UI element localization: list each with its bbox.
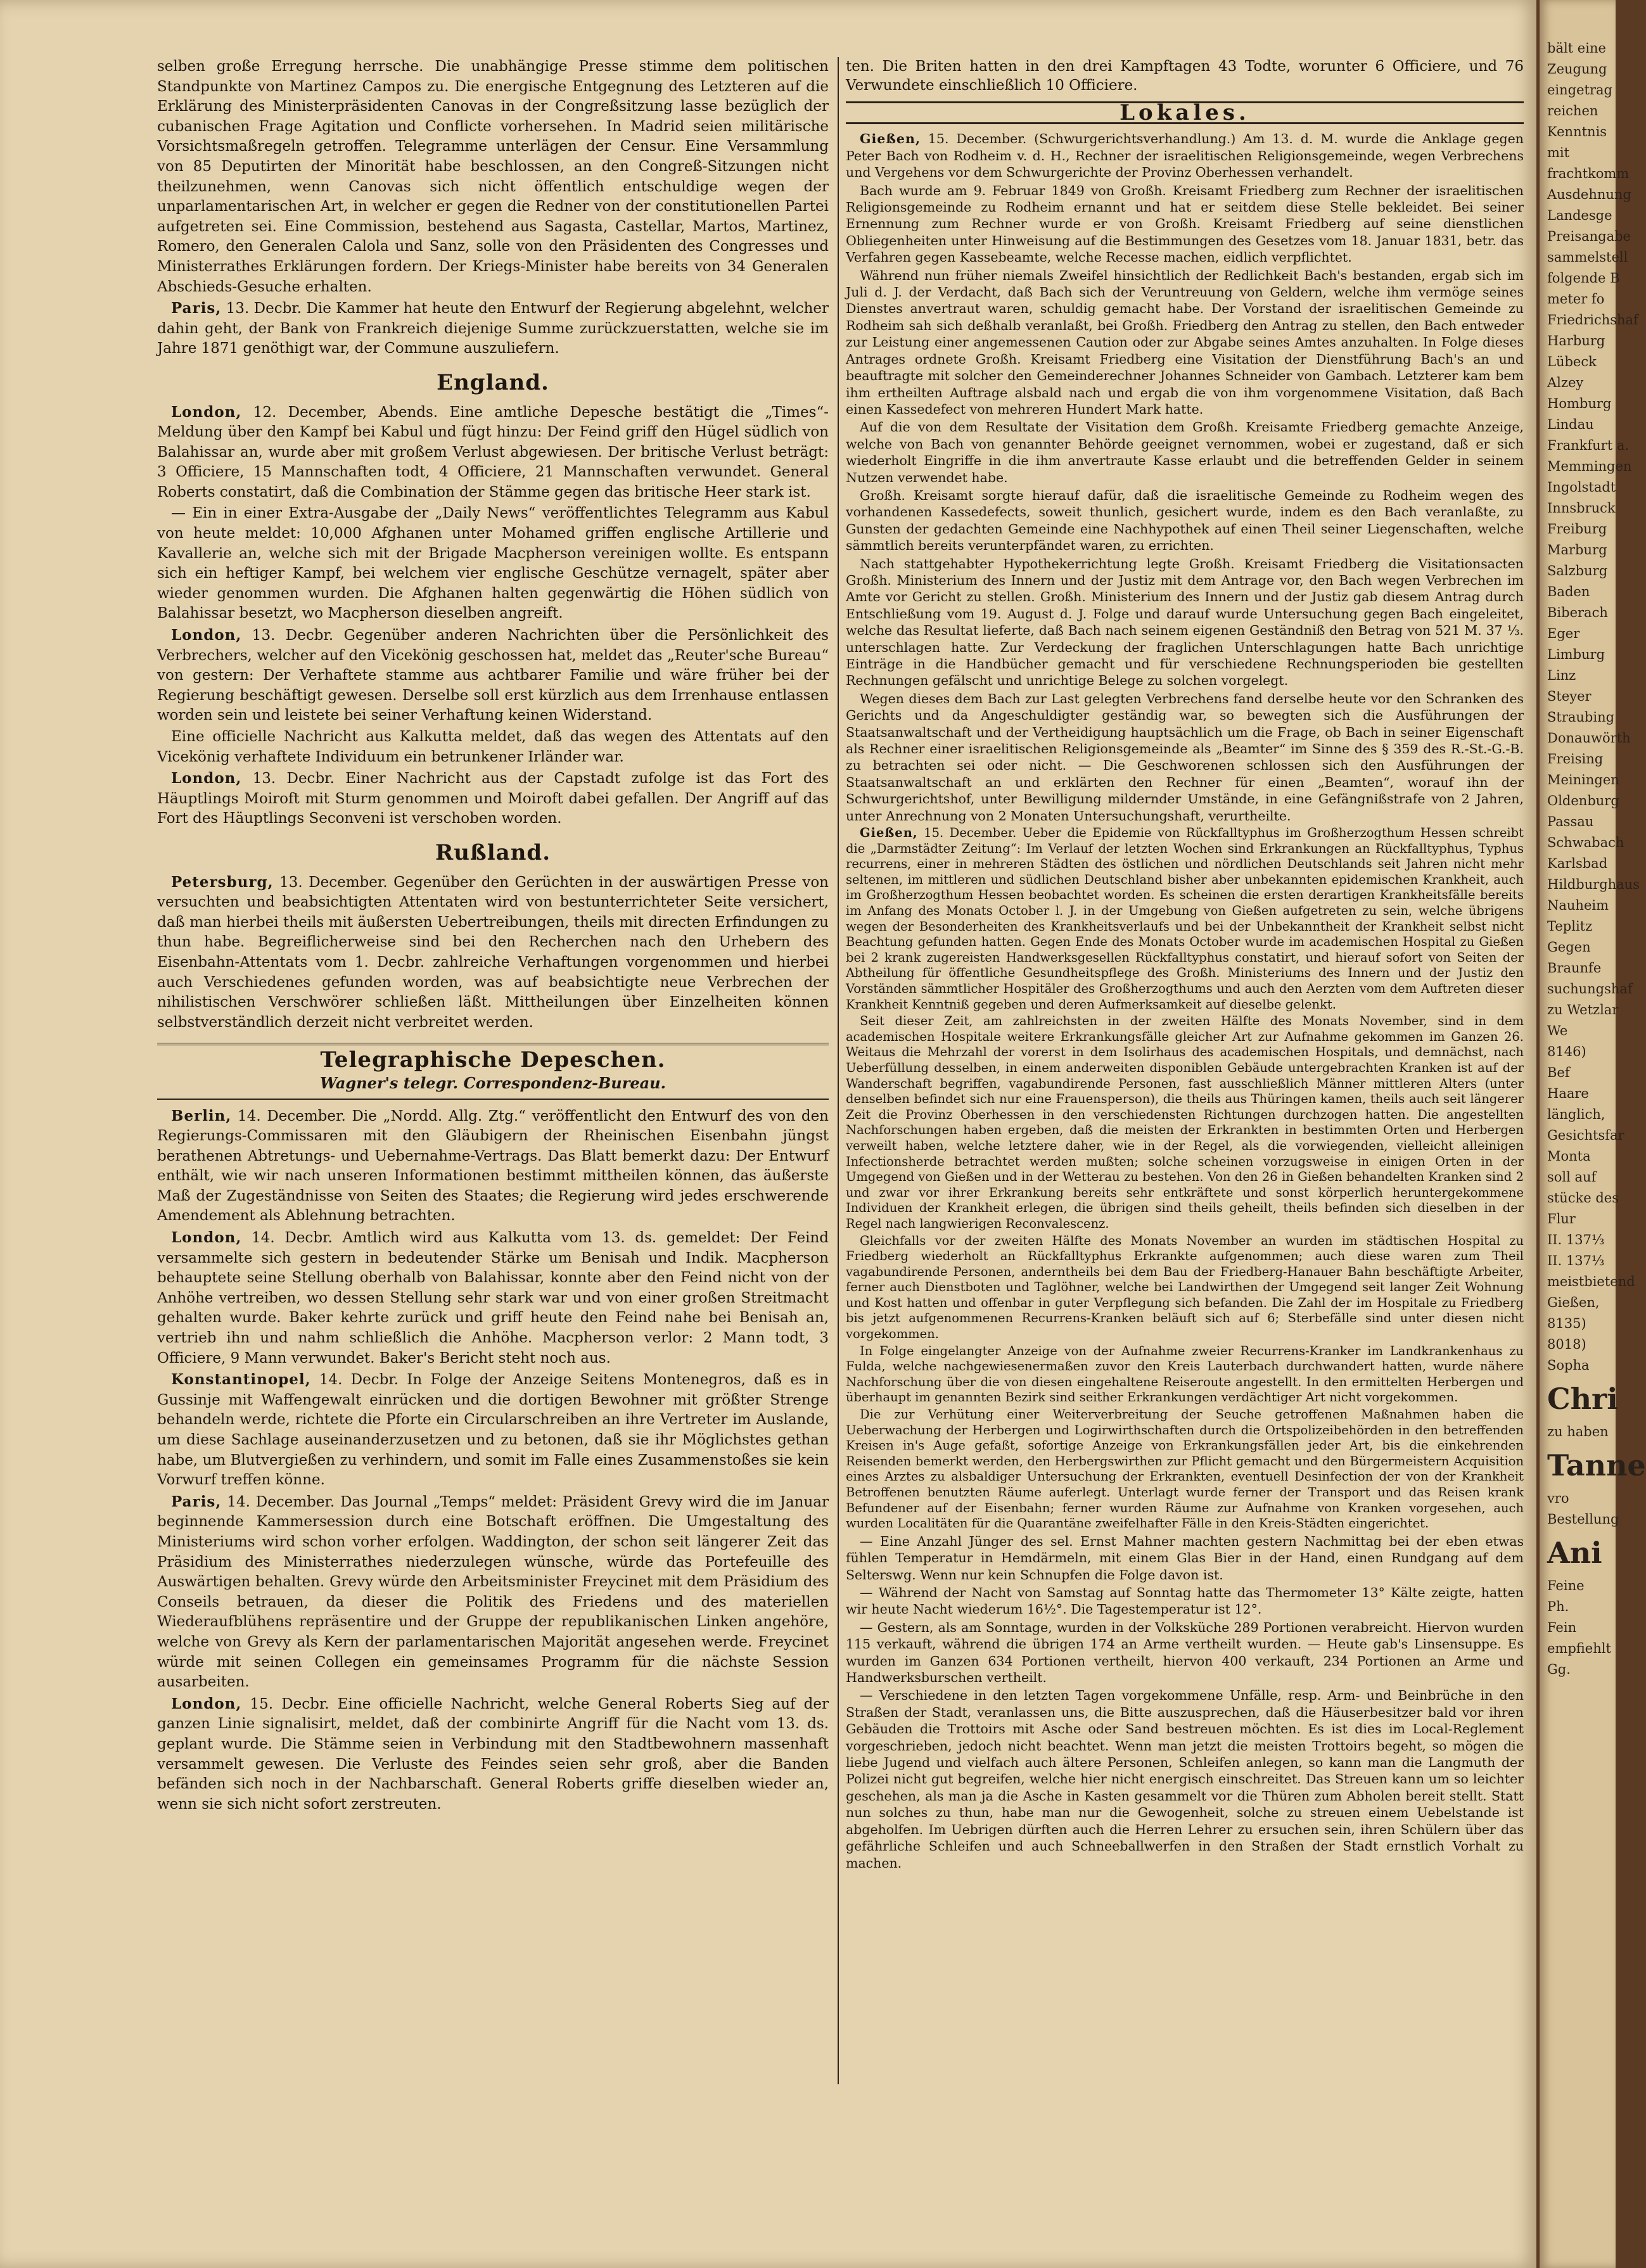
paragraph: Bach wurde am 9. Februar 1849 von Großh. Kreisamt Friedberg zum Rechner der israelitischen Religionsgemeinde zu Rodheim ernannt und hat er seitdem diese Stelle bekleidet. Bei seiner Ernennung zum Rechner wurde er von Großh. Kreisamt Friedberg auf seine dienstlichen Obliegenheiten unter Hinweisung auf die Bestimmungen des Gesetzes vom 18. Januar 1831, betr. das Verfahren gegen Kassebeamte, welche Recesse machen, eidlich verpflichtet. [846,182,1524,265]
adjacent-page-fragment: Ph. [1547,1599,1569,1614]
adjacent-page-fragment: Fein [1547,1620,1577,1635]
adjacent-page-edge [1540,0,1646,2268]
article-text: 15. December. (Schwurgerichtsverhandlung.) Am 13. d. M. wurde die Anklage gegen Peter Bach von Rodheim v. d. H., Rechner der israelitischen Religionsgemeinde, wegen Verbrechens und Vergehens vor dem Schwurgerichte der Provinz Oberhessen verhandelt. [846,131,1524,181]
adjacent-page-fragment: Meiningen [1547,772,1619,787]
adjacent-page-fragment: Baden [1547,584,1590,599]
section-title-russland: Rußland. [435,839,551,865]
adjacent-page-fragment: Gg. [1547,1662,1571,1677]
article-text: 13. Decbr. Einer Nachricht aus der Capstadt zufolge ist das Fort des Häuptlings Moiroft mit Sturm genommen und Moiroft dabei gefallen. Der Angriff auf das Fort des Häuptlings Seconveni ist verschoben worden. [157,770,829,827]
section-subtitle: Wagner's telegr. Correspondenz-Bureau. [320,1073,666,1092]
adjacent-page-fragment: Linz [1547,668,1576,683]
article-text: 14. December. Die „Nordd. Allg. Ztg.“ veröffentlicht den Entwurf des von den Regierungs-Commissaren mit den Gläubigern der Rheinischen Eisenbahn jüngst berathenen Abtretungs- und Uebernahme-Vertrags. Das Blatt bemerkt dazu: Der Entwurf enthält, wie wir nach unseren Informationen bestimmt mittheilen können, das äußerste Maß der Zugeständnisse von Seiten des Staates; die Regierung wird jedes erschwerende Amendement als Ablehnung betrachten. [157,1107,829,1225]
adjacent-page-fragment: Salzburg [1547,563,1608,578]
article-text: 14. December. Das Journal „Temps“ meldet: Präsident Grevy wird die im Januar beginnende Kammersession durch eine Botschaft eröffnen. Die Umgestaltung des Ministeriums wird schon vorher erfolgen. Waddington, der schon seit längerer Zeit das Präsidium des Ministerrathes niederzulegen wünsche, würde das Portefeuille des Auswärtigen behalten. Grevy würde den Arbeitsminister Freycinet mit dem Präsidium des Conseils betrauen, da dieser die Politik des Friedens und des materiellen Wiederaufblühens repräsentire und der Gruppe der republikanischen Linken angehöre, welche von Grevy als Kern der parlamentarischen Majorität angesehen werde. Freycinet würde mit seinen Collegen ein gemeinsames Programm für die nächste Session ausarbeiten. [157,1493,829,1691]
article-giessen-typhus [846,825,1524,1012]
adjacent-page-fragment: Feine [1547,1578,1585,1593]
adjacent-page-fragment: Freiburg [1547,521,1607,537]
section-title-england: England. [437,369,549,395]
article-petersburg [157,872,829,1033]
adjacent-page-fragment: mit [1547,145,1570,160]
paragraph: Großh. Kreisamt sorgte hierauf dafür, daß die israelitische Gemeinde zu Rodheim wegen des vorhandenen Kassedefects, soweit thunlich, gesichert wurde, indem es den Bach veranlaßte, zu Gunsten der gedachten Gemeinde eine Nachhypothek auf einen Theil seiner Liegenschaften, welche sämmtlich bereits verunterpfändet waren, zu errichten. [846,487,1524,554]
adjacent-page-fragment: frachtkomm [1547,166,1630,181]
article-text: 13. Decbr. Die Kammer hat heute den Entwurf der Regierung abgelehnt, welcher dahin geht, der Bank von Frankreich diejenige Summe zurückzuerstatten, welche sie im Jahre 1871 genöthigt war, der Commune auszuliefern. [157,300,829,357]
adjacent-page-fragment: Homburg [1547,396,1612,411]
adjacent-page-fragment: 8146) [1547,1044,1586,1059]
article-text: 15. December. Ueber die Epidemie von Rückfalltyphus im Großherzogthum Hessen schreibt die „Darmstädter Zeitung“: Im Verlauf der letzten Wochen sind Erkrankungen an Rückfalltyphus, Typhus recurrens, einer in mehreren Städten des östlichen und nördlichen Deutschlands seit Jahren nicht mehr seltenen, im mittleren und südlichen Deutschland bisher aber unbekannten epidemischen Krankheit, auch im Großherzogthum Hessen beobachtet worden. Es scheinen die ersten derartigen Krankheitsfälle bereits im Anfang des Monats October l. J. in der Umgebung von Gießen aufgetreten zu sein, welche übrigens wegen der Besonderheiten des Krankheitsverlaufs und bei der Unbekanntheit der Krankheit selbst nicht Beachtung gefunden hatten. Gegen Ende des Monats October wurde im academischen Hospital zu Gießen bei 2 krank zugereisten Handwerksgesellen Rückfalltyphus constatirt, und hierauf sofort von Seiten der Abtheilung für öffentliche Gesundheitspflege des Großh. Ministeriums des Innern und der Justiz den Vorständen sämmtlicher Hospitäler des Großherzogthums und auch den Aerzten vom dem Auftreten dieser Krankheit Kenntniß gegeben und deren Aufmerksamkeit auf dieselbe gelenkt. [846,825,1524,1012]
adjacent-page-fragment: 8018) [1547,1337,1586,1352]
article-london-12 [157,402,829,503]
article-text: 12. December, Abends. Eine amtliche Depesche bestätigt die „Times“-Meldung über den Kampf bei Kabul und fügt hinzu: Der Feind griff den Hügel südlich von Balahissar an, wurde aber mit großem Verlust abgewiesen. Der britische Verlust beträgt: 3 Officiere, 15 Mannschaften todt, 4 Officiere, 21 Mannschaften verwundet. General Roberts constatirt, daß die Combination der Stämme gegen das britische Heer stark ist. [157,404,829,500]
article-text: 13. Decbr. Gegenüber anderen Nachrichten über die Persönlichkeit des Verbrechers, welcher auf den Vicekönig geschossen hat, meldet das „Reuter'sche Bureau“ von gestern: Der Verhaftete stamme aus achtbarer Familie und wäre früher bei der Regierung beschäftigt gewesen. Derselbe soll erst kürzlich aus dem Irrenhause entlassen worden sein und leistete bei seiner Verhaftung keinen Widerstand. [157,627,829,724]
article-london-continued: ten. Die Briten hatten in den drei Kampftagen 43 Todte, worunter 6 Officiere, und 76 Verwundete einschließlich 10 Officiere. [846,58,1524,94]
adjacent-page-fragment: Zeugung [1547,61,1607,77]
adjacent-page-fragment: Schwabach [1547,835,1624,850]
adjacent-page-fragment: Steyer [1547,689,1592,704]
article-kalkutta: Eine officielle Nachricht aus Kalkutta meldet, daß das wegen des Attentats auf den Vicekönig verhaftete Individuum ein betrunkener Irländer war. [157,729,829,765]
adjacent-page-fragment: Karlsbad [1547,856,1608,871]
article-spain-continued: selben große Erregung herrsche. Die unabhängige Presse stimme dem politischen Standpunkte von Martinez Campos zu. Die energische Entgegnung des Letzteren auf die Erklärung des Ministerpräsidenten Canovas in der Congreßsitzung lasse bezüglich der cubanischen Frage Agitation und Conflicte vorhersehen. In Madrid seien militärische Vorsichtsmaßregeln getroffen. Telegramme unterlägen der Censur. Eine Versammlung von 85 Deputirten der Minorität habe beschlossen, an den Congreß-Sitzungen nicht theilzunehmen, wenn Canovas sich nicht öffentlich entschuldige wegen der unparlamentarischen Art, in welcher er gegen die Redner von der constitutionellen Partei aufgetreten sei. Eine Commission, bestehend aus Sagasta, Castellar, Martos, Martinez, Romero, den Generalen Calola und Sanz, solle von den Präsidenten des Congresses und Ministerrathes Erklärungen fordern. Der Kriegs-Minister habe bereits von 34 Generalen Abschieds-Gesuche erhalten. [157,58,829,295]
adjacent-page-fragment: Freising [1547,751,1604,767]
adjacent-page-fragment: Gesichtsfar [1547,1128,1624,1143]
section-divider [157,1043,829,1045]
left-column [157,57,829,1816]
paragraph: In Folge eingelangter Anzeige von der Aufnahme zweier Recurrens-Kranker im Landkrankenhaus zu Fulda, welche nachgewiesenermaßen zuvor den Kreis Lauterbach durchwandert hatten, wurde nähere Nachforschung über die von diesen eingehaltene Reiseroute angestellt. In den ermittelten Herbergen und überhaupt im genannten Bezirk sind seither Erkrankungen verdächtiger Art nicht vorgekommen. [846,1343,1524,1405]
adjacent-page-fragment: vro [1547,1491,1569,1506]
adjacent-page-fragment: Bef [1547,1065,1570,1080]
dateline: London, [171,1229,242,1247]
dateline: Gießen, [860,131,921,147]
adjacent-page-fragment: Tanne [1547,1448,1646,1482]
adjacent-page-fragment: Passau [1547,814,1594,829]
adjacent-page-fragment: reichen [1547,103,1598,118]
adjacent-page-fragment: empfiehlt [1547,1641,1611,1656]
article-text: 14. Decbr. Amtlich wird aus Kalkutta vom 13. ds. gemeldet: Der Feind versammelte sich gestern in bedeutender Stärke um Benisah und Indik. Macpherson behauptete seine Stellung oberhalb von Balahissar, konnte aber den Feind nicht von der Anhöhe vertreiben, wo dessen Stellung sehr stark war und von einer großen Streitmacht gehalten wurde. Baker kehrte zurück und griff heute den Feind nahe bei Benisah an, vertrieb ihn und nahm schließlich die Anhöhe. Macpherson verlor: 2 Mann todt, 3 Officiere, 9 Mann verwundet. Baker's Bericht steht noch aus. [157,1230,829,1367]
dateline: London, [171,1695,242,1712]
adjacent-page-fragment: Kenntnis [1547,124,1607,139]
adjacent-page-fragment: Ausdehnung [1547,187,1631,202]
adjacent-page-fragment: Bestellung [1547,1512,1619,1527]
adjacent-page-fragments [1547,38,1646,1680]
adjacent-page-fragment: Sopha [1547,1358,1590,1373]
article-typhus [846,825,1524,1532]
article-text: 14. Decbr. In Folge der Anzeige Seitens Montenegros, daß es in Gussinje mit Waffengewalt einrücken und die dortigen Bewohner mit größter Strenge behandeln werde, richtete die Pforte ein Circularschreiben an ihre Vertreter im Auslande, um diese Sachlage auseinanderzusetzen und zu betonen, daß sie ihr Möglichstes gethan habe, um Blutvergießen zu verhindern, und somit im Falle eines Zusammenstoßes sie kein Vorwurf treffen könne. [157,1372,829,1489]
paragraph: Auf die von dem Resultate der Visitation dem Großh. Kreisamte Friedberg gemachte Anzeige, welche von Bach von genannter Behörde geeignet vernommen, wobei er zugestand, daß er sich wiederholt Eingriffe in die ihm anvertraute Kasse erlaubt und die betreffenden Gelder in seinem Nutzen verwendet habe. [846,419,1524,485]
article-london-15 [157,1694,829,1815]
adjacent-page-fragment: Alzey [1547,375,1584,390]
dateline: Konstantinopel, [171,1371,311,1389]
adjacent-page-fragment: Gießen, [1547,1295,1600,1310]
adjacent-page-fragment: zu haben [1547,1424,1609,1439]
dateline: London, [171,403,242,421]
adjacent-page-fragment: Monta [1547,1149,1591,1164]
paragraph: Wegen dieses dem Bach zur Last gelegten Verbrechens fand derselbe heute vor den Schranken des Gerichts und da Angeschuldigter geständig war, so bewegten sich die Ausführungen der Staatsanwaltschaft und der Vertheidigung hauptsächlich um die Frage, ob Bach in seiner Eigenschaft als Rechner einer israelitischen Religionsgemeinde als „Beamter“ im Sinne des § 359 des R.-St.-G.-B. zu betrachten sei oder nicht. — Die Geschworenen schlossen sich den Ausführungen der Staatsanwaltschaft an und erklärten den Rechner für einen „Beamten“, worauf ihn der Schwurgerichtshof, unter Bewilligung mildernder Umstände, in eine Gefängnißstrafe von 2 Jahren, unter Anrechnung von 2 Monaten Untersuchungshaft, verurtheilte. [846,691,1524,824]
adjacent-page-fragment: meistbietend [1547,1274,1635,1289]
article-konstantinopel [157,1370,829,1491]
section-title-lokales: Lokales. [846,101,1524,124]
article-text: 15. Decbr. Eine officielle Nachricht, welche General Roberts Sieg auf der ganzen Linie signalisirt, meldet, daß der combinirte Angriff für die Nacht vom 13. ds. geplant wurde. Die Stämme seien in Verbindung mit den Stadtbewohnern massenhaft versammelt gewesen. Die Verluste des Feindes seien sehr groß, aber die Banden befänden sich noch in der Nachbarschaft. General Roberts griffe dieselben wieder an, wenn sie sich nicht sofort zerstreuten. [157,1695,829,1812]
adjacent-page-fragment: Ani [1547,1536,1602,1570]
paragraph: — Verschiedene in den letzten Tagen vorgekommene Unfälle, resp. Arm- und Beinbrüche in den Straßen der Stadt, veranlassen uns, die Bitte auszusprechen, daß die Häuserbesitzer bald vor ihren Gebäuden die Trottoirs mit Asche oder Sand bestreuen möchten. Es ist dies im Local-Reglement vorgeschrieben, jedoch nicht beachtet. Wenn man jetzt die meisten Trottoirs begeht, so mögen die liebe Jugend und vielfach auch ältere Personen, Schleifen anlegen, so kann man die Langmuth der Polizei nicht gut begreifen, welche hier nicht energisch einschreitet. Das Streuen kann um so leichter geschehen, als man ja die Asche in Kasten gesammelt vor die Thüren zum Abholen bereit stellt. Statt nun solches zu thun, habe man nur die Gewogenheit, solche zu streuen einem Uebelstande ist abgeholfen. Im Uebrigen dürften auch die Herren Lehrer zu ersuchen sein, ihren Schülern über das gefährliche Schleifen und auch Schneeballwerfen in den Straßen der Stadt ernstlich Vorhalt zu machen. [846,1688,1524,1871]
adjacent-page-fragment: Friedrichshaf [1547,312,1638,328]
adjacent-page-fragment: Biberach [1547,605,1608,620]
adjacent-page-fragment: Braunfe [1547,960,1602,976]
adjacent-page-fragment: folgende B [1547,271,1620,286]
adjacent-page-fragment: Eger [1547,626,1580,641]
dateline: Berlin, [171,1107,232,1124]
adjacent-page-fragment: Teplitz [1547,919,1593,934]
adjacent-page-fragment: Lübeck [1547,354,1597,369]
section-title-telegraph: Telegraphische Depeschen. [320,1047,666,1073]
dateline: Gießen, [860,825,918,841]
dateline: Petersburg, [171,873,274,891]
adjacent-page-fragment: meter fo [1547,291,1605,307]
adjacent-page-fragment: Lindau [1547,417,1594,432]
adjacent-page-fragment: Preisangabe [1547,229,1631,244]
article-paris-14 [157,1492,829,1693]
paragraph: — Eine Anzahl Jünger des sel. Ernst Mahner machten gestern Nachmittag bei der eben etwas fühlen Temperatur in Hemdärmeln, mit einem Glas Bier in der Hand, einen Rundgang auf dem Selterswg. Wenn nur kein Schnupfen die Folge davon ist. [846,1533,1524,1583]
adjacent-page-fragment: zu Wetzlar [1547,1002,1619,1017]
paragraph: Während nun früher niemals Zweifel hinsichtlich der Redlichkeit Bach's bestanden, ergab sich im Juli d. J. der Verdacht, daß Bach sich der Veruntreuung von Geldern, welche ihm vermöge seines Dienstes anvertraut waren, schuldig gemacht habe. Der Vorstand der israelitischen Gemeinde zu Rodheim sah sich deßhalb veranlaßt, bei Großh. Friedberg den Antrag zu stellen, den Bach entweder zur Leistung einer angemessenen Caution oder zur Abgabe seines Amtes anzuhalten. In Folge dieses Antrages ordnete Großh. Kreisamt Friedberg eine Visitation der Dienstführung Bach's an und beauftragte mit solcher den Gemeinderechner Johannes Schneider von Gambach. Letzterer kam bem ihm ertheilten Auftrage alsbald nach und ergab die von ihm vorgenommene Visitation, daß Bach einen Kassedefect von mehreren Hundert Mark hatte. [846,267,1524,417]
paragraph: Nach stattgehabter Hypothekerrichtung legte Großh. Kreisamt Friedberg die Visitationsacten Großh. Ministerium des Innern und der Justiz mit dem Antrage vor, den Bach wegen Verbrechen im Amte vor Gericht zu stellen. Großh. Ministerium des Innern und der Justiz gab diesem Antrag durch Entschließung vom 19. August d. J. Folge und darauf wurde Untersuchung gegen Bach eingeleitet, welche das Resultat lieferte, daß Bach nach seinem eigenen Geständniß den Betrag von 521 M. 37 ⅓. unterschlagen hatte. Zur Verdeckung der fraglichen Unterschlagungen hatte Bach unrichtige Einträge in die Handbücher gemacht und für verschiedene Rechnungsperioden bie gestellten Rechnungen gefälscht und unrichtige Belege zu solchen vorgelegt. [846,556,1524,689]
adjacent-page-fragment: II. 137⅓ [1547,1253,1605,1268]
adjacent-page-fragment: länglich, [1547,1107,1605,1122]
dateline: London, [171,627,242,644]
dateline: London, [171,770,242,787]
adjacent-page-fragment: Limburg [1547,647,1605,662]
adjacent-page-fragment: 8135) [1547,1316,1586,1331]
adjacent-page-fragment: Memmingen [1547,459,1632,474]
paragraph: — Während der Nacht von Samstag auf Sonntag hatte das Thermometer 13° Kälte zeigte, hatten wir heute Nacht wiederum 16½°. Die Tagestemperatur ist 12°. [846,1585,1524,1617]
adjacent-page-fragment: sammelstell [1547,250,1628,265]
paragraph: Seit dieser Zeit, am zahlreichsten in der zweiten Hälfte des Monats November, sind in dem academischen Hospitale weitere Erkrankungsfälle gleicher Art zur Aufnahme gekommen im Ganzen 26. Weitaus die Mehrzahl der vorerst in dem Isolirhaus des academischen Hospitals, und demnächst, nach Ueberfüllung desselben, in einem anderweiten disponiblen Gebäude untergebrachten Kranken ist auf der Wanderschaft begriffen, vagabundirende Personen, fast ausschließlich Männer mittleren Alters (unter denselben befindet sich nur eine Frauensperson), die theils aus Thüringen kamen, theils auch seit längerer Zeit die Provinz Oberhessen in den verschiedensten Richtungen durchzogen hatten. Die angestellten Nachforschungen haben ergeben, daß die meisten der Erkrankten in bestimmten Orten und Herbergen verweilt haben, welche letztere daher, wie in der Regel, als die vorwiegenden, vielleicht alleinigen Infectionsherde betrachtet werden mußten; solche scheinen vorzugsweise in einigen Orten in der Umgegend von Gießen und in der Wetterau zu bestehen. Von den 26 in Gießen behandelten Kranken sind 2 und zwar vor ihrer Erkrankung bereits sehr entkräftete und sonst körperlich heruntergekommene Individuen der Krankheit erlegen, die übrigen sind theils geheilt, theils befinden sich dieselben in der Regel nach langwierigen Reconvalescenz. [846,1014,1524,1231]
adjacent-page-fragment: Donauwörth [1547,730,1631,746]
paragraph: Gleichfalls vor der zweiten Hälfte des Monats November an wurden im städtischen Hospital zu Friedberg wiederholt an Rückfalltyphus Erkrankte aufgenommen; auch diese waren zum Theil vagabundirende Personen, anderntheils bei dem Bau der Friedberg-Hanauer Bahn beschäftigte Arbeiter, ferner auch Dienstboten und Taglöhner, welche bei Landwirthen der Umgegend seit langer Zeit Wohnung und Kost hatten und offenbar in guter Verpflegung sich befanden. Die Zahl der im Hospitale zu Friedberg bis jetzt aufgenommenen Recurrens-Kranken beläuft sich auf 6; Sterbefälle sind unter diesen nicht vorgekommen. [846,1233,1524,1342]
middle-column [846,57,1524,1873]
adjacent-page-fragment: Ingolstadt [1547,480,1616,495]
paragraph: — Gestern, als am Sonntage, wurden in der Volksküche 289 Portionen verabreicht. Hiervon wurden 115 verkauft, während die übrigen 174 an Arme vertheilt wurden. — Heute gab's Linsensuppe. Es wurden im Ganzen 634 Portionen vertheilt, hiervon 400 verkauft, 234 Portionen an Arme und Handwerksburschen vertheilt. [846,1619,1524,1686]
adjacent-page-fragment: stücke des [1547,1190,1619,1206]
adjacent-page-fragment: Landesge [1547,208,1612,223]
adjacent-page-fragment: suchungshaf [1547,981,1633,997]
article-london-13a [157,625,829,726]
adjacent-page-fragment: Nauheim [1547,898,1609,913]
adjacent-page-fragment: soll auf [1547,1169,1597,1185]
adjacent-page-fragment: Chri [1547,1382,1618,1416]
adjacent-page-fragment: Haare [1547,1086,1589,1101]
adjacent-page-fragment: II. 137⅓ [1547,1232,1605,1247]
adjacent-page-fragment: bält eine [1547,41,1606,56]
adjacent-page-fragment: Gegen [1547,940,1591,955]
adjacent-page-fragment: Frankfurt a. [1547,438,1630,453]
adjacent-page-fragment: Straubing [1547,710,1615,725]
dateline: Paris, [171,300,222,317]
article-giessen-court [846,131,1524,181]
article-paris-13 [157,298,829,359]
adjacent-page-fragment: Marburg [1547,542,1607,557]
article-daily-news: — Ein in einer Extra-Ausgabe der „Daily News“ veröffentlichtes Telegramm aus Kabul von heute meldet: 10,000 Afghanen unter Mohamed griffen englische Artillerie und Kavallerie an, welche sich mit der Brigade Macpherson vereinigen wollte. Es entspann sich ein heftiger Kampf, bei welchem vier englische Geschütze vernagelt, später aber wieder genommen wurden. Die Afghanen halten gegenwärtig die Höhen südlich von Balahissar besetzt, wo Macpherson dieselben angreift. [157,505,829,622]
article-london-14 [157,1228,829,1368]
adjacent-page-fragment: Flur [1547,1211,1576,1226]
section-divider [157,1099,829,1100]
article-london-13b [157,768,829,829]
article-text: 13. December. Gegenüber den Gerüchten in der auswärtigen Presse von versuchten und beabsichtigten Attentaten wird von bestunterrichteter Seite versichert, daß man hierbei theils mit äußersten Uebertreibungen, theils mit directen Erfindungen zu thun habe. Begreiflicherweise sind bei den Recherchen nach den Urhebern des Eisenbahn-Attentats vom 1. Decbr. zahlreiche Verhaftungen vorgenommen und hierbei auch Verschiedenes gefunden worden, was auf beabsichtigte neue Verbrechen der nihilistischen Verschwörer schließen läßt. Mittheilungen über Einzelheiten können selbstverständlich derzeit nicht verbreitet werden. [157,874,829,1031]
paragraph: Die zur Verhütung einer Weiterverbreitung der Seuche getroffenen Maßnahmen haben die Ueberwachung der Herbergen und Logirwirthschaften durch die Ortspolizeibehörden in den betreffenden Kreisen in's Auge gefaßt, sofortige Anzeige von Erkrankungsfällen jeder Art, bis die einkehrenden Reisenden bemerkt werden, den Herbergswirthen zur Pflicht gemacht und den Bürgermeistern Acquisition eines Arztes zu alsbaldiger Untersuchung der Erkrankten, eventuell Desinfection der von der Krankheit Betroffenen benutzten Räume auferlegt. Unterlagt wurde ferner der Transport und das Reisen krank Befundener auf der Eisenbahn; ferner wurden Räume zur Aufnahme von Kranken vorgesehen, auch wurden Localitäten für die Quarantäne zweifelhafter Fälle in den Kreis-Städten eingerichtet. [846,1407,1524,1531]
adjacent-page-fragment: Hildburghaus [1547,877,1640,892]
adjacent-page-fragment: Harburg [1547,333,1605,348]
adjacent-page-fragment: Oldenburg [1547,793,1619,808]
adjacent-page-fragment: Innsbruck [1547,500,1616,516]
dateline: Paris, [171,1493,222,1510]
column-divider [838,57,839,2084]
adjacent-page-fragment: eingetrag [1547,82,1612,98]
adjacent-page-fragment: We [1547,1023,1568,1038]
article-berlin [157,1106,829,1227]
